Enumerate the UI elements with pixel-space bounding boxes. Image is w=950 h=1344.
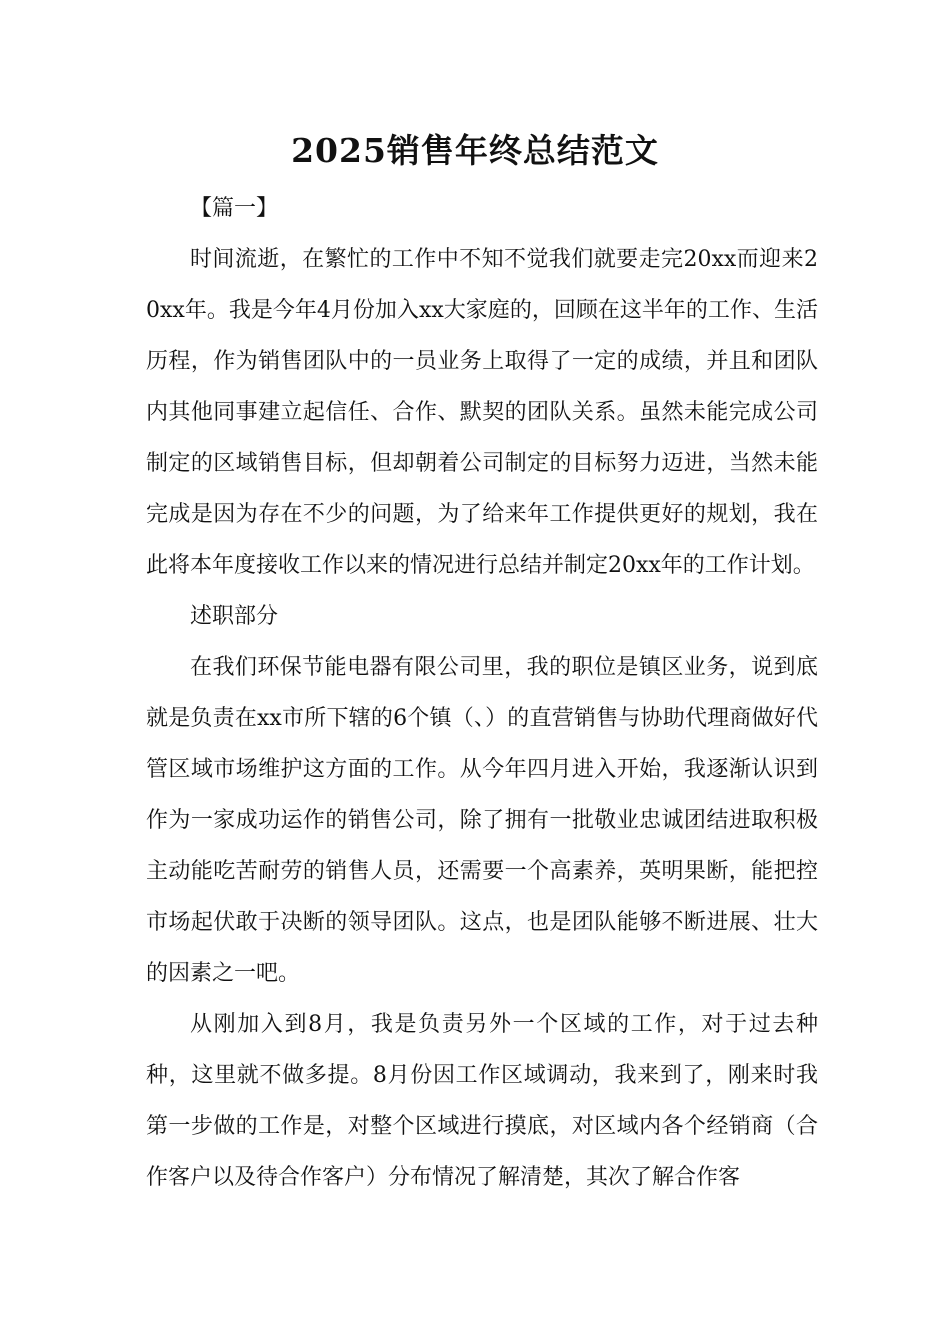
section-label: 【篇一】 [190,196,279,221]
paragraph-job-role: 在我们环保节能电器有限公司里，我的职位是镇区业务，说到底就是负责在xx市所下辖的6个镇（、）的直营销售与协助代理商做好代管区域市场维护这方面的工作。从今年四月进入开始，我逐渐认识到作为一家成功运作的销售公司，除了拥有一批敬业忠诚团结进取积极主动能吃苦耐劳的销售人员，还需要一个高素养，英明果断，能把控市场起伏敢于决断的领导团队。这点，也是团队能够不断进展、壮大的因素之一吧。 [146,655,818,986]
paragraph-intro: 时间流逝，在繁忙的工作中不知不觉我们就要走完20xx而迎来20xx年。我是今年4月份加入xx大家庭的，回顾在这半年的工作、生活历程，作为销售团队中的一员业务上取得了一定的成绩，并且和团队内其他同事建立起信任、合作、默契的团队关系。虽然未能完成公司制定的区域销售目标，但却朝着公司制定的目标努力迈进，当然未能完成是因为存在不少的问题，为了给来年工作提供更好的规划，我在此将本年度接收工作以来的情况进行总结并制定20xx年的工作计划。 [146,247,818,578]
paragraph-heading-duty-report: 述职部分 [190,604,279,629]
document-title: 2025销售年终总结范文 [291,131,659,170]
document-body [146,183,818,1203]
paragraph-region-transfer: 从刚加入到8月，我是负责另外一个区域的工作，对于过去种种，这里就不做多提。8月份因工作区域调动，我来到了，刚来时我第一步做的工作是，对整个区域进行摸底，对区域内各个经销商（合作客户以及待合作客户）分布情况了解清楚，其次了解合作客 [146,1012,818,1190]
